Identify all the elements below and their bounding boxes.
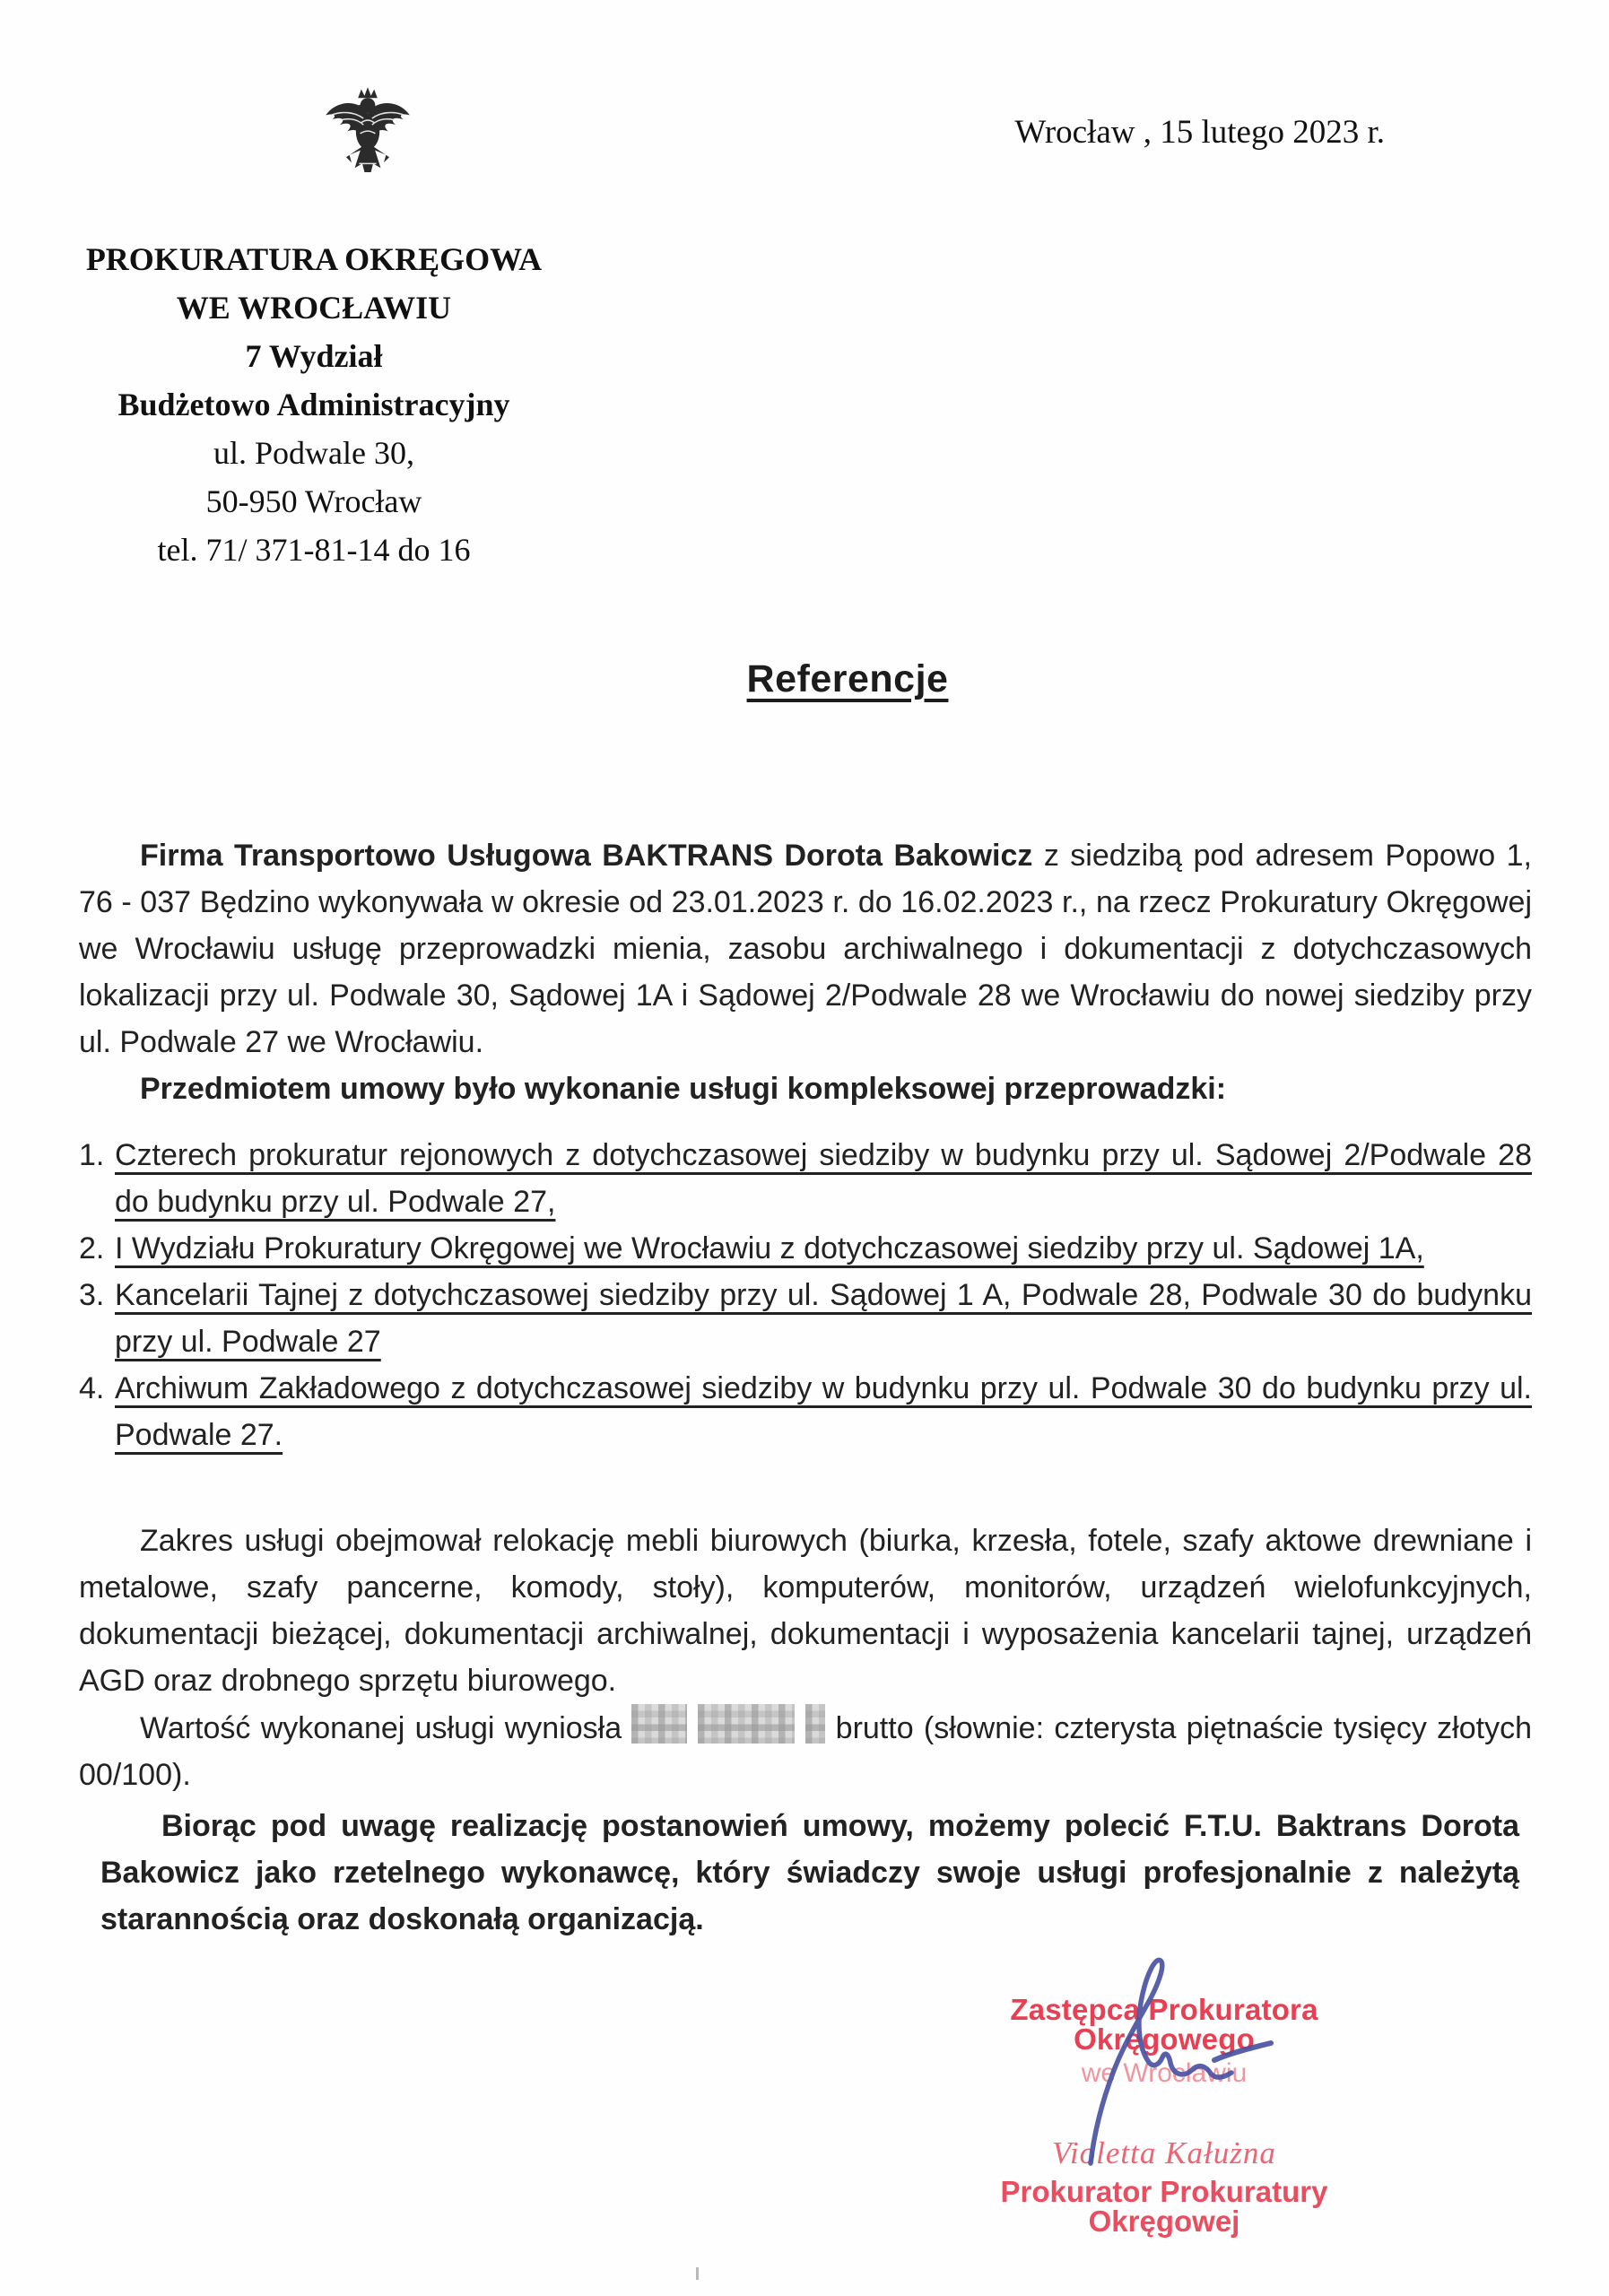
list-item-text: Czterech prokuratur rejonowych z dotychczasowej siedziby w budynku przy ul. Sądowej 2/Podwale 28 do budynku przy ul. Podwale 27, xyxy=(115,1138,1532,1219)
list-item-number: 1. xyxy=(79,1138,105,1172)
value-sentence xyxy=(79,1704,1532,1798)
list-item xyxy=(79,1225,1532,1272)
redacted-amount xyxy=(631,1704,825,1744)
stamp-city: we Wrocławiu xyxy=(1081,2058,1248,2088)
letterhead-line: 50-950 Wrocław xyxy=(205,483,422,519)
letterhead-line: WE WROCŁAWIU xyxy=(176,290,452,326)
paragraph-text: Zakres usługi obejmował relokację mebli biurowych (biurka, krzesła, fotele, szafy aktowe drewniane i metalowe, szafy pancerne, komody, stoły), komputerów, monitorów, urządzeń wielofunkcyjnych, dokumentacji bieżącej, dokumentacji archiwalnej, dokumentacji i wyposażenia kancelarii tajnej, urządzeń AGD oraz drobnego sprzętu biurowego. xyxy=(79,1524,1532,1698)
document-date: Wrocław , 15 lutego 2023 r. xyxy=(1014,114,1385,151)
paragraph xyxy=(79,832,1532,1065)
list-item xyxy=(79,1132,1532,1225)
value-text-before: Wartość wykonanej usługi wyniosła xyxy=(140,1711,632,1745)
letterhead-line: PROKURATURA OKRĘGOWA xyxy=(85,241,543,277)
company-name: Firma Transportowo Usługowa BAKTRANS Dorota Bakowicz xyxy=(140,839,1033,873)
list-item-number: 3. xyxy=(79,1278,105,1312)
list-item xyxy=(79,1365,1532,1458)
list-item-number: 4. xyxy=(79,1371,105,1405)
handwritten-signature xyxy=(1031,1928,1345,2215)
list-item-text: Archiwum Zakładowego z dotychczasowej siedziby w budynku przy ul. Podwale 30 do budynku przy ul. Podwale 27. xyxy=(115,1371,1532,1452)
recommendation-paragraph xyxy=(100,1803,1519,1943)
stamp-signatory-title: Prokurator Prokuratury Okręgowej xyxy=(1000,2175,1328,2238)
letterhead xyxy=(63,235,565,574)
subject-line: Przedmiotem umowy było wykonanie usługi kompleksowej przeprowadzki: xyxy=(140,1072,1227,1106)
scan-artifact xyxy=(696,2267,699,2280)
list-item xyxy=(79,1272,1532,1365)
polish-eagle-emblem xyxy=(314,86,422,194)
intro-paragraph xyxy=(79,832,1532,1112)
list-item-text: I Wydziału Prokuratury Okręgowej we Wrocławiu z dotychczasowej siedziby przy ul. Sądowej 1A, xyxy=(115,1231,1424,1265)
paragraph-text: Biorąc pod uwagę realizację postanowień umowy, możemy polecić F.T.U. Baktrans Dorota Bakowicz jako rzetelnego wykonawcę, który świadczy swoje usługi profesjonalnie z należytą starannością oraz doskonałą organizacją. xyxy=(100,1809,1519,1936)
page-title: Referencje xyxy=(746,657,949,700)
list-item-number: 2. xyxy=(79,1231,105,1265)
letterhead-line: Budżetowo Administracyjny xyxy=(117,387,510,422)
stamp-title: Zastępca Prokuratora Okręgowego xyxy=(1010,1993,1318,2056)
letterhead-line: 7 Wydział xyxy=(245,338,383,374)
list-item-text: Kancelarii Tajnej z dotychczasowej siedziby przy ul. Sądowej 1 A, Podwale 28, Podwale 30 do budynku przy ul. Podwale 27 xyxy=(115,1278,1532,1359)
scope-paragraph xyxy=(79,1518,1532,1798)
letterhead-line: ul. Podwale 30, xyxy=(213,435,414,471)
relocation-list xyxy=(79,1132,1532,1458)
paragraph-text: z siedzibą pod adresem Popowo 1, 76 - 037 Będzino wykonywała w okresie od 23.01.2023 r. do 16.02.2023 r., na rzecz Prokuratury Okręgowej we Wrocławiu usługę przeprowadzki mienia, zasobu archiwalnego i dokumentacji z dotychczasowych lokalizacji przy ul. Podwale 30, Sądowej 1A i Sądowej 2/Podwale 28 we Wrocławiu do nowej siedziby przy ul. Podwale 27 we Wrocławiu. xyxy=(79,839,1532,1059)
letterhead-line: tel. 71/ 371-81-14 do 16 xyxy=(157,532,471,568)
value-text-after: brutto (słownie: czterysta piętnaście tysięcy złotych 00/100). xyxy=(79,1711,1532,1792)
stamp-signatory-name: Violetta Kałużna xyxy=(1052,2135,1276,2170)
